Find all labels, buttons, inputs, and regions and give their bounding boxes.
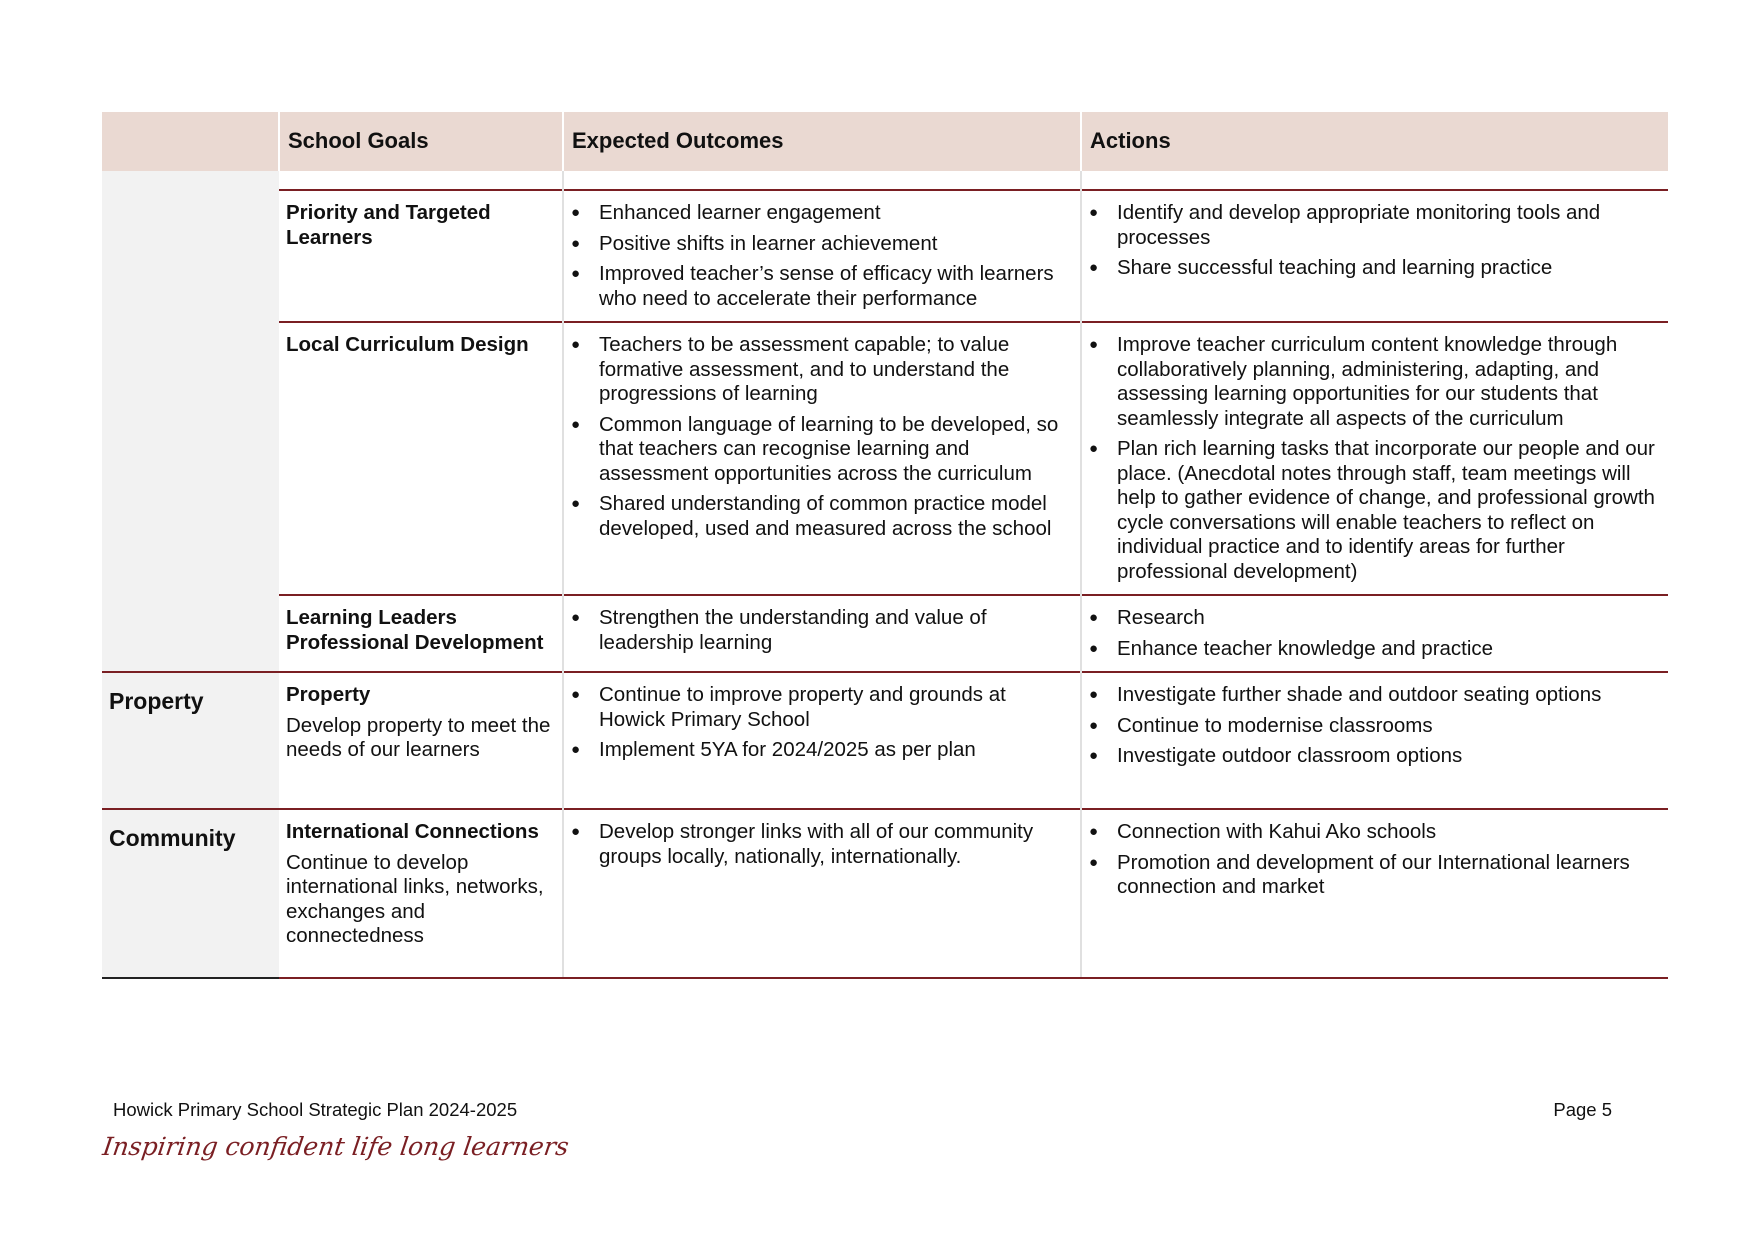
header-area [102, 112, 279, 171]
tagline-text: Inspiring confident life long learners [100, 1132, 571, 1161]
list-item: ● Investigate outdoor classroom options [1089, 744, 1660, 769]
list-item: ● Improved teacher’s sense of efficacy with learners who need to accelerate their performance [571, 262, 1072, 311]
goal-cell [279, 322, 563, 595]
outcomes-cell [563, 809, 1081, 978]
header-expected-outcomes: Expected Outcomes [563, 112, 1081, 171]
area-label-property: Property [102, 672, 279, 809]
list-item: ● Continue to modernise classrooms [1089, 714, 1660, 739]
outcomes-list [571, 201, 1072, 311]
goal-description: Develop property to meet the needs of our learners [286, 713, 551, 761]
tagline-svg [100, 1125, 571, 1171]
goal-cell [279, 672, 563, 809]
goal-title: International Connections [286, 820, 539, 843]
goal-description: Continue to develop international links, networks, exchanges and connectedness [286, 850, 544, 947]
outcomes-list [571, 333, 1072, 541]
actions-cell [1081, 322, 1668, 595]
actions-cell [1081, 809, 1668, 978]
list-item: ● Identify and develop appropriate monitoring tools and processes [1089, 201, 1660, 250]
outcomes-cell [563, 595, 1081, 672]
area-cell-continued [102, 171, 279, 672]
outcomes-list [571, 606, 1072, 655]
list-item: ● Teachers to be assessment capable; to value formative assessment, and to understand the progressions of learning [571, 333, 1072, 407]
actions-cell [1081, 672, 1668, 809]
goal-title: Local Curriculum Design [286, 333, 529, 356]
list-item: ● Improve teacher curriculum content knowledge through collaboratively planning, administering, adapting, and assessing learning opportunities for our students that seamlessly integrate all aspects of the curriculum [1089, 333, 1660, 431]
actions-list [1089, 606, 1660, 661]
list-item: ● Investigate further shade and outdoor seating options [1089, 683, 1660, 708]
footer-page-number: Page 5 [1553, 1099, 1612, 1120]
outcomes-cell [563, 672, 1081, 809]
goal-title: Learning Leaders Professional Development [286, 606, 544, 654]
outcomes-cell [563, 190, 1081, 322]
goal-cell [279, 190, 563, 322]
list-item: ● Implement 5YA for 2024/2025 as per plan [571, 738, 1072, 763]
list-item: ● Shared understanding of common practice model developed, used and measured across the school [571, 492, 1072, 541]
strategic-plan-table [102, 112, 1668, 979]
list-item: ● Continue to improve property and grounds at Howick Primary School [571, 683, 1072, 732]
list-item: ● Enhanced learner engagement [571, 201, 1072, 226]
list-item: ● Positive shifts in learner achievement [571, 232, 1072, 257]
list-item: ● Research [1089, 606, 1660, 631]
table-row [102, 672, 1668, 809]
table-row [102, 809, 1668, 978]
list-item: ● Enhance teacher knowledge and practice [1089, 637, 1660, 662]
actions-list [1089, 201, 1660, 281]
table-row [102, 322, 1668, 595]
goal-title: Property [286, 683, 371, 706]
actions-list [1089, 333, 1660, 584]
actions-cell [1081, 595, 1668, 672]
list-item: ● Promotion and development of our International learners connection and market [1089, 851, 1660, 900]
list-item: ● Strengthen the understanding and value of leadership learning [571, 606, 1072, 655]
outcomes-cell [563, 322, 1081, 595]
header-school-goals: School Goals [279, 112, 563, 171]
table-row [102, 190, 1668, 322]
actions-list [1089, 683, 1660, 769]
outcomes-list [571, 820, 1072, 869]
table-header-row [102, 112, 1668, 171]
actions-list [1089, 820, 1660, 900]
goal-cell [279, 809, 563, 978]
list-item: ● Connection with Kahui Ako schools [1089, 820, 1660, 845]
table-spacer-row [102, 171, 1668, 190]
header-actions: Actions [1081, 112, 1668, 171]
goal-cell [279, 595, 563, 672]
outcomes-list [571, 683, 1072, 763]
actions-cell [1081, 190, 1668, 322]
area-label-community: Community [102, 809, 279, 978]
list-item: ● Common language of learning to be developed, so that teachers can recognise learning and assessment opportunities across the curriculum [571, 413, 1072, 487]
footer-document-title: Howick Primary School Strategic Plan 2024-2025 [113, 1099, 518, 1120]
goal-title: Priority and Targeted Learners [286, 201, 491, 249]
list-item: ● Plan rich learning tasks that incorporate our people and our place. (Anecdotal notes through staff, team meetings will help to gather evidence of change, and professional growth cycle conversations will enable teachers to reflect on individual practice and to identify areas for further professional development) [1089, 437, 1660, 584]
list-item: ● Develop stronger links with all of our community groups locally, nationally, internationally. [571, 820, 1072, 869]
table-row [102, 595, 1668, 672]
list-item: ● Share successful teaching and learning practice [1089, 256, 1660, 281]
footer-tagline-script [100, 1125, 571, 1171]
